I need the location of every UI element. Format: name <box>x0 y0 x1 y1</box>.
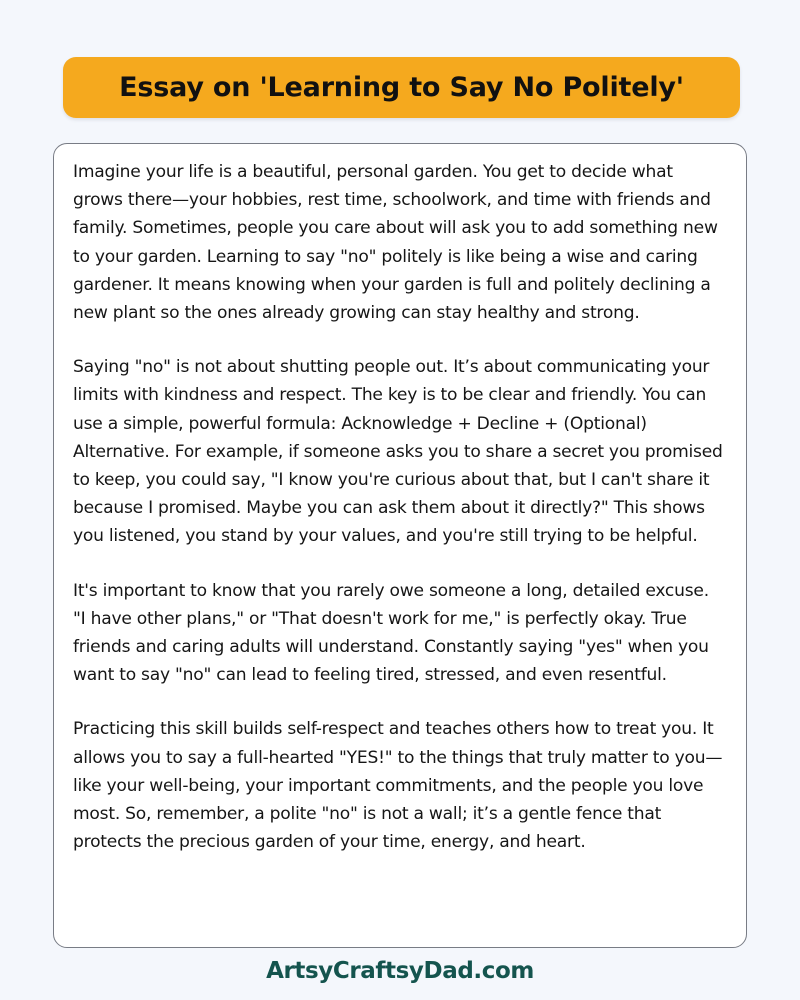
essay-paragraph-4: Practicing this skill builds self-respect and teaches others how to treat you. It allows you to say a full-hearted "YES!" to the things that truly matter to you—like your well-being, your important commitments, and the people you love most. So, remember, a polite "no" is not a wall; it’s a gentle fence that protects the precious garden of your time, energy, and heart. <box>73 719 723 853</box>
essay-paragraph-1: Imagine your life is a beautiful, personal garden. You get to decide what grows there—your hobbies, rest time, schoolwork, and time with friends and family. Sometimes, people you care about will ask you to add something new to your garden. Learning to say "no" politely is like being a wise and caring gardener. It means knowing when your garden is full and politely declining a new plant so the ones already growing can stay healthy and strong. <box>73 162 718 324</box>
essay-content-card <box>53 143 747 948</box>
page-title: Essay on 'Learning to Say No Politely' <box>119 72 684 103</box>
essay-body <box>73 158 724 856</box>
essay-title-banner <box>63 57 740 118</box>
site-brand-footer: ArtsyCraftsyDad.com <box>266 958 534 984</box>
essay-paragraph-2: Saying "no" is not about shutting people out. It’s about communicating your limits with kindness and respect. The key is to be clear and friendly. You can use a simple, powerful formula: Acknowledge + Decline + (Optional) Alternative. For example, if someone asks you to share a secret you promised to keep, you could say, "I know you're curious about that, but I can't share it because I promised. Maybe you can ask them about it directly?" This shows you listened, you stand by your values, and you're still trying to be helpful. <box>73 357 723 547</box>
essay-paragraph-3: It's important to know that you rarely owe someone a long, detailed excuse. "I have other plans," or "That doesn't work for me," is perfectly okay. True friends and caring adults will understand. Constantly saying "yes" when you want to say "no" can lead to feeling tired, stressed, and even resentful. <box>73 580 709 686</box>
